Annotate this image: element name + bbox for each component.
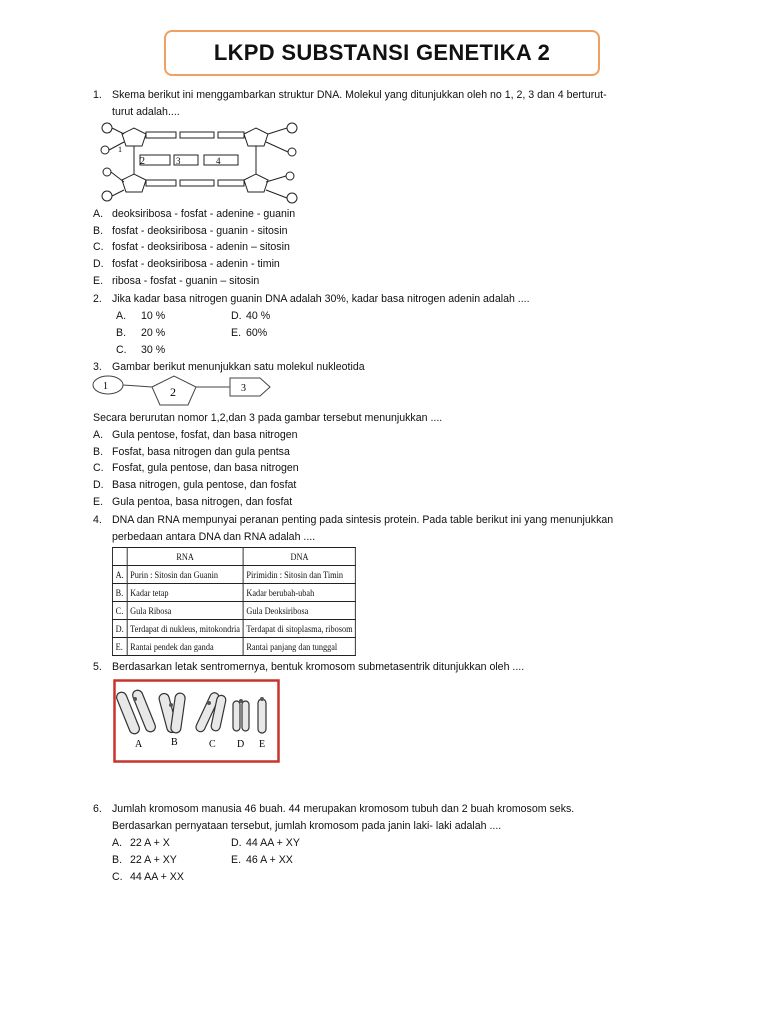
q2-option-e-key: E. [231, 327, 242, 339]
chromosome-label-b: B [171, 737, 178, 748]
q3-option-b-key: B. [93, 446, 104, 458]
dna-structure-figure [100, 120, 310, 206]
table-cell: A. [112, 566, 126, 584]
table-cell: C. [112, 602, 126, 620]
q1-option-a: deoksiribosa - fosfat - adenine - guanin [112, 208, 296, 220]
q1-option-a-key: A. [93, 208, 104, 220]
dna-label-3: 3 [176, 156, 181, 166]
q1-option-c: fosfat - deoksiribosa - adenin – sitosin [112, 241, 290, 253]
q6-option-d: 44 AA + XY [246, 837, 300, 849]
table-cell: Purin : Sitosin dan Guanin [127, 566, 243, 584]
q1-option-e: ribosa - fosfat - guanin – sitosin [112, 275, 260, 287]
q1-option-e-key: E. [93, 275, 104, 287]
q4-text-line2: perbedaan antara DNA dan RNA adalah .... [112, 531, 316, 543]
q3-option-b: Fosfat, basa nitrogen dan gula pentsa [112, 446, 290, 458]
q6-option-b: 22 A + XY [130, 854, 177, 866]
q2-text: Jika kadar basa nitrogen guanin DNA adalah 30%, kadar basa nitrogen adenin adalah .... [112, 293, 530, 305]
nucleotide-figure [90, 373, 274, 409]
q6-option-c-key: C. [112, 871, 123, 883]
nucleotide-label-3: 3 [241, 383, 246, 394]
q6-option-c: 44 AA + XX [130, 871, 184, 883]
q3-option-d: Basa nitrogen, gula pentose, dan fosfat [112, 479, 297, 491]
q3-option-d-key: D. [93, 479, 104, 491]
q1-option-d-key: D. [93, 258, 104, 270]
q6-option-e: 46 A + XX [246, 854, 293, 866]
q2-option-c-key: C. [116, 344, 127, 356]
table-header-key [112, 548, 126, 566]
q1-option-b: fosfat - deoksiribosa - guanin - sitosin [112, 225, 288, 237]
title-box [164, 30, 600, 76]
table-row [112, 584, 355, 602]
q6-option-a-key: A. [112, 837, 123, 849]
q2-option-a-key: A. [116, 310, 127, 322]
table-cell: Terdapat di sitoplasma, ribosom [243, 620, 356, 638]
table-header-rna: RNA [127, 548, 243, 566]
table-cell: Pirimidin : Sitosin dan Timin [243, 566, 356, 584]
q2-option-d-key: D. [231, 310, 242, 322]
q1-text-line2: turut adalah.... [112, 106, 180, 118]
q1-text-line1: Skema berikut ini menggambarkan struktur DNA. Molekul yang ditunjukkan oleh no 1, 2, 3 dan 4 berturut- [112, 89, 607, 101]
q3-option-e-key: E. [93, 496, 104, 508]
rna-dna-table [112, 547, 356, 656]
nucleotide-label-1: 1 [103, 381, 108, 392]
table-row [112, 566, 355, 584]
q3-number: 3. [93, 361, 102, 373]
q3-text: Gambar berikut menunjukkan satu molekul nukleotida [112, 361, 365, 373]
table-row [112, 602, 355, 620]
chromosome-label-a: A [135, 739, 143, 750]
chromosome-label-c: C [209, 739, 216, 750]
q3-option-a: Gula pentose, fosfat, dan basa nitrogen [112, 429, 298, 441]
table-cell: Gula Deoksiribosa [243, 602, 356, 620]
q6-number: 6. [93, 803, 102, 815]
q6-option-e-key: E. [231, 854, 242, 866]
table-cell: Rantai pendek dan ganda [127, 638, 243, 656]
q1-option-b-key: B. [93, 225, 104, 237]
table-cell: B. [112, 584, 126, 602]
q3-stem: Secara berurutan nomor 1,2,dan 3 pada gambar tersebut menunjukkan .... [93, 412, 443, 424]
q3-option-c: Fosfat, gula pentose, dan basa nitrogen [112, 462, 299, 474]
table-cell: Rantai panjang dan tunggal [243, 638, 356, 656]
chromosome-label-d: D [237, 739, 245, 750]
q2-option-d: 40 % [246, 310, 271, 322]
q1-option-c-key: C. [93, 241, 104, 253]
q4-number: 4. [93, 514, 102, 526]
q2-option-b: 20 % [141, 327, 166, 339]
q6-option-b-key: B. [112, 854, 123, 866]
q3-option-a-key: A. [93, 429, 104, 441]
table-cell: Kadar tetap [127, 584, 243, 602]
q1-number: 1. [93, 89, 102, 101]
page-title: LKPD SUBSTANSI GENETIKA 2 [213, 40, 551, 65]
chromosome-label-e: E [259, 739, 266, 750]
chromosome-figure [113, 679, 281, 764]
table-cell: Terdapat di nukleus, mitokondria [127, 620, 243, 638]
dna-label-4: 4 [216, 156, 221, 166]
table-cell: Gula Ribosa [127, 602, 243, 620]
q2-number: 2. [93, 293, 102, 305]
q2-option-e: 60% [246, 327, 268, 339]
nucleotide-label-2: 2 [170, 385, 176, 399]
dna-label-1: 1 [118, 145, 122, 154]
table-cell: D. [112, 620, 126, 638]
q3-option-e: Gula pentoa, basa nitrogen, dan fosfat [112, 496, 293, 508]
q6-option-d-key: D. [231, 837, 242, 849]
q2-option-a: 10 % [141, 310, 166, 322]
table-row [112, 620, 355, 638]
table-header-dna: DNA [243, 548, 356, 566]
table-cell: Kadar berubah-ubah [243, 584, 356, 602]
q6-text-line2: Berdasarkan pernyataan tersebut, jumlah kromosom pada janin laki- laki adalah .... [112, 820, 502, 832]
q5-number: 5. [93, 661, 102, 673]
q2-option-c: 30 % [141, 344, 166, 356]
q6-option-a: 22 A + X [130, 837, 170, 849]
table-header-row [112, 548, 355, 566]
table-cell: E. [112, 638, 126, 656]
q1-option-d: fosfat - deoksiribosa - adenin - timin [112, 258, 280, 270]
dna-label-2: 2 [140, 156, 145, 167]
q4-text-line1: DNA dan RNA mempunyai peranan penting pada sintesis protein. Pada table berikut ini yang menunjukkan [112, 514, 614, 526]
q6-text-line1: Jumlah kromosom manusia 46 buah. 44 merupakan kromosom tubuh dan 2 buah kromosom seks. [112, 803, 575, 815]
table-row [112, 638, 355, 656]
q5-text: Berdasarkan letak sentromernya, bentuk kromosom submetasentrik ditunjukkan oleh .... [112, 661, 525, 673]
q3-option-c-key: C. [93, 462, 104, 474]
q2-option-b-key: B. [116, 327, 127, 339]
